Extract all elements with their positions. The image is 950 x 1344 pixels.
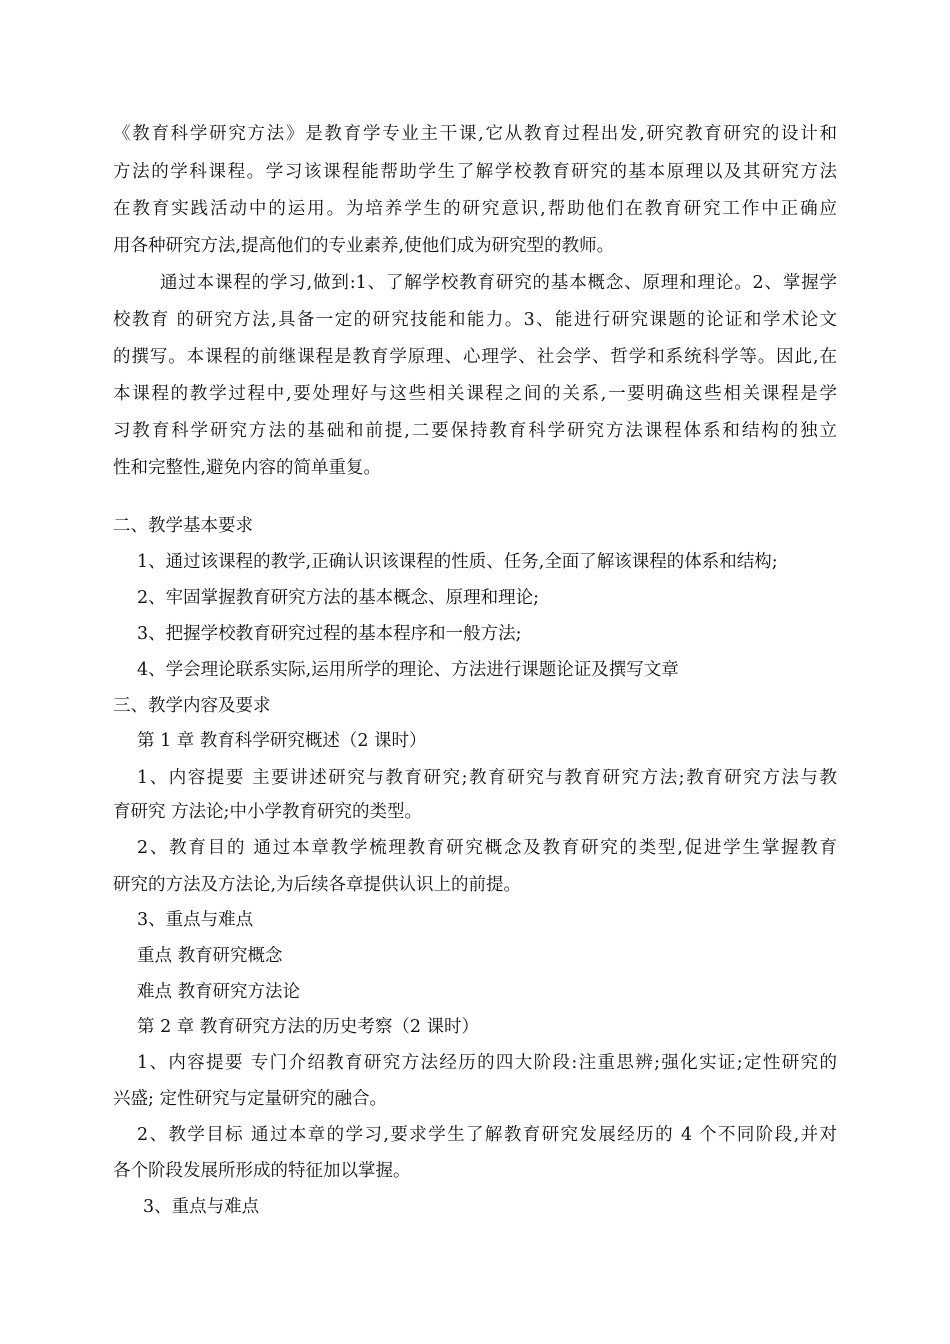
intro-p2-line-1: 通过本课程的学习,做到:1、了解学校教育研究的基本概念、原理和理论。2、掌握学 <box>160 273 837 293</box>
chapter-2-title: 第 2 章 教育研究方法的历史考察（2 课时） <box>137 1017 480 1037</box>
chapter-2-content-line-2: 兴盛; 定性研究与定量研究的融合。 <box>113 1089 387 1109</box>
requirement-item-2: 2、牢固掌握教育研究方法的基本概念、原理和理论; <box>137 588 540 608</box>
section-2-heading: 二、教学基本要求 <box>113 516 253 536</box>
intro-p2-line-6: 性和完整性,避免内容的简单重复。 <box>113 458 382 478</box>
chapter-2-goal-line-2: 各个阶段发展所形成的特征加以掌握。 <box>113 1161 411 1181</box>
intro-p2-line-3: 的撰写。本课程的前继课程是教育学原理、心理学、社会学、哲学和系统科学等。因此,在 <box>113 347 837 367</box>
chapter-1-title: 第 1 章 教育科学研究概述（2 课时） <box>137 731 427 751</box>
section-3-heading: 三、教学内容及要求 <box>113 696 271 716</box>
chapter-1-difficulty: 难点 教育研究方法论 <box>137 982 301 1002</box>
intro-p1-line-1: 《教育科学研究方法》是教育学专业主干课,它从教育过程出发,研究教育研究的设计和 <box>113 124 837 144</box>
intro-p2-line-5: 习教育科学研究方法的基础和前提,二要保持教育科学研究方法课程体系和结构的独立 <box>113 421 837 441</box>
intro-p2-line-4: 本课程的教学过程中,要处理好与这些相关课程之间的关系,一要明确这些相关课程是学 <box>113 384 837 404</box>
requirement-item-3: 3、把握学校教育研究过程的基本程序和一般方法; <box>137 624 522 644</box>
requirement-item-1: 1、通过该课程的教学,正确认识该课程的性质、任务,全面了解该课程的体系和结构; <box>137 552 778 572</box>
chapter-1-key-point: 重点 教育研究概念 <box>137 946 283 966</box>
intro-p1-line-3: 在教育实践活动中的运用。为培养学生的研究意识,帮助他们在教育研究工作中正确应 <box>113 199 837 219</box>
requirement-item-4: 4、学会理论联系实际,运用所学的理论、方法进行课题论证及撰写文章 <box>137 660 679 680</box>
intro-p1-line-4: 用各种研究方法,提高他们的专业素养,使他们成为研究型的教师。 <box>113 236 615 256</box>
chapter-1-content-line-2: 育研究 方法论;中小学教育研究的类型。 <box>113 802 422 822</box>
chapter-1-goal-line-1: 2、教育目的 通过本章教学梳理教育研究概念及教育研究的类型,促进学生掌握教育 <box>137 838 837 858</box>
chapter-1-goal-line-2: 研究的方法及方法论,为后续各章提供认识上的前提。 <box>113 875 522 895</box>
intro-p2-line-2: 校教育 的研究方法,具备一定的研究技能和能力。3、能进行研究课题的论证和学术论文 <box>113 310 837 330</box>
chapter-2-goal-line-1: 2、教学目标 通过本章的学习,要求学生了解教育研究发展经历的 4 个不同阶段,并对 <box>137 1125 837 1145</box>
chapter-2-content-line-1: 1、内容提要 专门介绍教育研究方法经历的四大阶段:注重思辨;强化实证;定性研究的 <box>137 1053 837 1073</box>
intro-p1-line-2: 方法的学科课程。学习该课程能帮助学生了解学校教育研究的基本原理以及其研究方法 <box>113 162 837 182</box>
chapter-1-content-line-1: 1、内容提要 主要讲述研究与教育研究;教育研究与教育研究方法;教育研究方法与教 <box>137 768 837 788</box>
chapter-2-key-heading: 3、重点与难点 <box>143 1197 260 1217</box>
chapter-1-key-heading: 3、重点与难点 <box>137 910 254 930</box>
